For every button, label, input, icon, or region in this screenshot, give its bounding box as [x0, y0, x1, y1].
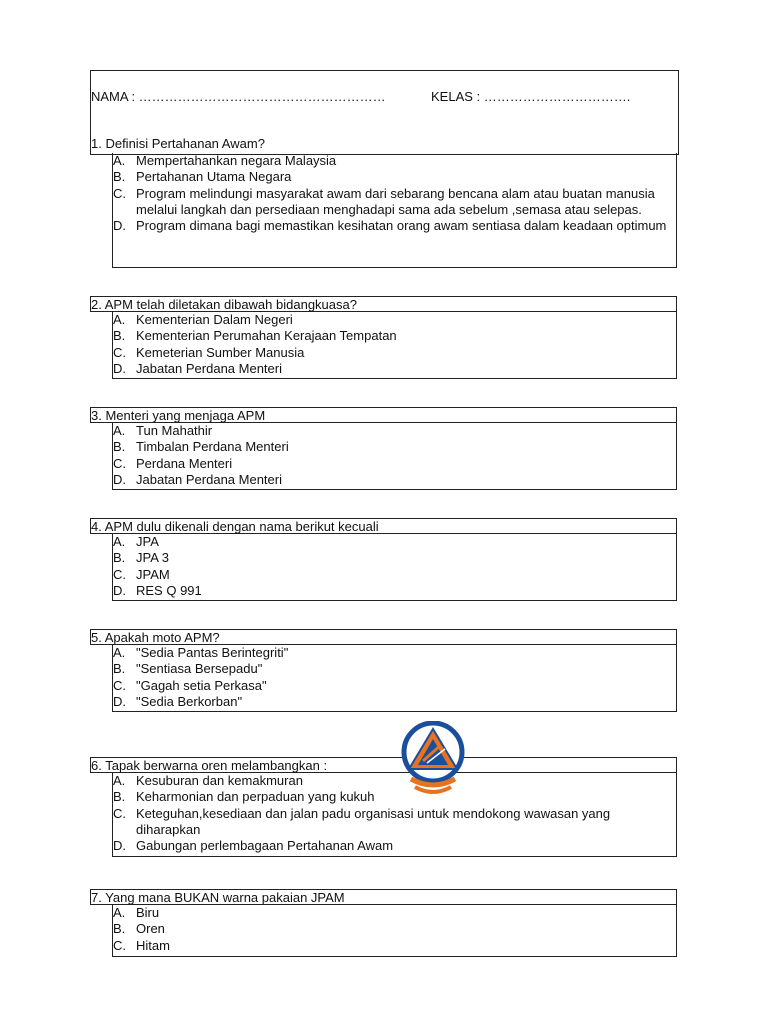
student-info-box	[90, 70, 679, 155]
option-item[interactable]: C. Kemeterian Sumber Manusia	[113, 344, 305, 360]
option-item[interactable]: C. Perdana Menteri	[113, 455, 233, 471]
question-title: 4. APM dulu dikenali dengan nama berikut kecuali	[90, 518, 677, 534]
option-item[interactable]: A. JPA	[113, 534, 159, 549]
question-title: 5. Apakah moto APM?	[90, 629, 677, 645]
class-field[interactable]: KELAS : …………………………….	[431, 89, 631, 104]
question-title: 6. Tapak berwarna oren melambangkan :	[90, 757, 677, 773]
option-item[interactable]: D. RES Q 991	[113, 582, 202, 598]
option-item[interactable]: D. "Sedia Berkorban"	[113, 693, 243, 709]
option-item[interactable]: A. Kementerian Dalam Negeri	[113, 312, 293, 327]
option-item[interactable]: A. Mempertahankan negara Malaysia	[113, 153, 337, 168]
option-item[interactable]: B. JPA 3	[113, 550, 170, 566]
option-item[interactable]: B. Kementerian Perumahan Kerajaan Tempatan	[113, 328, 397, 344]
option-item[interactable]: A. Tun Mahathir	[113, 423, 213, 438]
q1-options	[112, 153, 677, 268]
question-title: 7. Yang mana BUKAN warna pakaian JPAM	[90, 889, 677, 905]
option-item[interactable]: C. "Gagah setia Perkasa"	[113, 677, 267, 693]
option-item[interactable]: D. Jabatan Perdana Menteri	[113, 360, 282, 376]
option-item[interactable]: A. Biru	[113, 905, 160, 920]
option-item[interactable]: B. "Sentiasa Bersepadu"	[113, 661, 263, 677]
apm-emblem-icon	[401, 721, 465, 799]
option-item[interactable]: B. Timbalan Perdana Menteri	[113, 439, 289, 455]
question-title: 2. APM telah diletakan dibawah bidangkuasa?	[90, 296, 677, 312]
option-item[interactable]: A. Kesuburan dan kemakmuran	[113, 773, 303, 788]
q2-options	[112, 312, 677, 379]
q5-options	[112, 645, 677, 712]
option-item[interactable]: D. Jabatan Perdana Menteri	[113, 471, 282, 487]
option-item[interactable]: B. Keharmonian dan perpaduan yang kukuh	[113, 789, 375, 805]
option-item[interactable]: C. JPAM	[113, 566, 170, 582]
name-field[interactable]: NAMA : …………………………………………………	[91, 89, 386, 104]
q7-options	[112, 905, 677, 957]
q6-options	[112, 773, 677, 857]
question-title: 1. Definisi Pertahanan Awam?	[91, 136, 265, 151]
option-item[interactable]: B. Oren	[113, 921, 165, 937]
option-item[interactable]: C. Program melindungi masyarakat awam dari sebarang bencana alam atau buatan manusia melalui langkah dan persediaan menghadapi sama ada sebelum ,semasa atau selepas.	[113, 185, 655, 217]
option-item[interactable]: B. Pertahanan Utama Negara	[113, 169, 292, 185]
option-item[interactable]: C. Hitam	[113, 937, 170, 953]
q4-options	[112, 534, 677, 601]
option-item[interactable]: D. Gabungan perlembagaan Pertahanan Awam	[113, 838, 394, 854]
question-title: 3. Menteri yang menjaga APM	[90, 407, 677, 423]
option-item[interactable]: A. "Sedia Pantas Berintegriti"	[113, 645, 289, 660]
option-item[interactable]: C. Keteguhan,kesediaan dan jalan padu organisasi untuk mendokong wawasan yang diharapkan	[113, 805, 611, 837]
q3-options	[112, 423, 677, 490]
option-item[interactable]: D. Program dimana bagi memastikan kesihatan orang awam sentiasa dalam keadaan optimum	[113, 218, 667, 234]
